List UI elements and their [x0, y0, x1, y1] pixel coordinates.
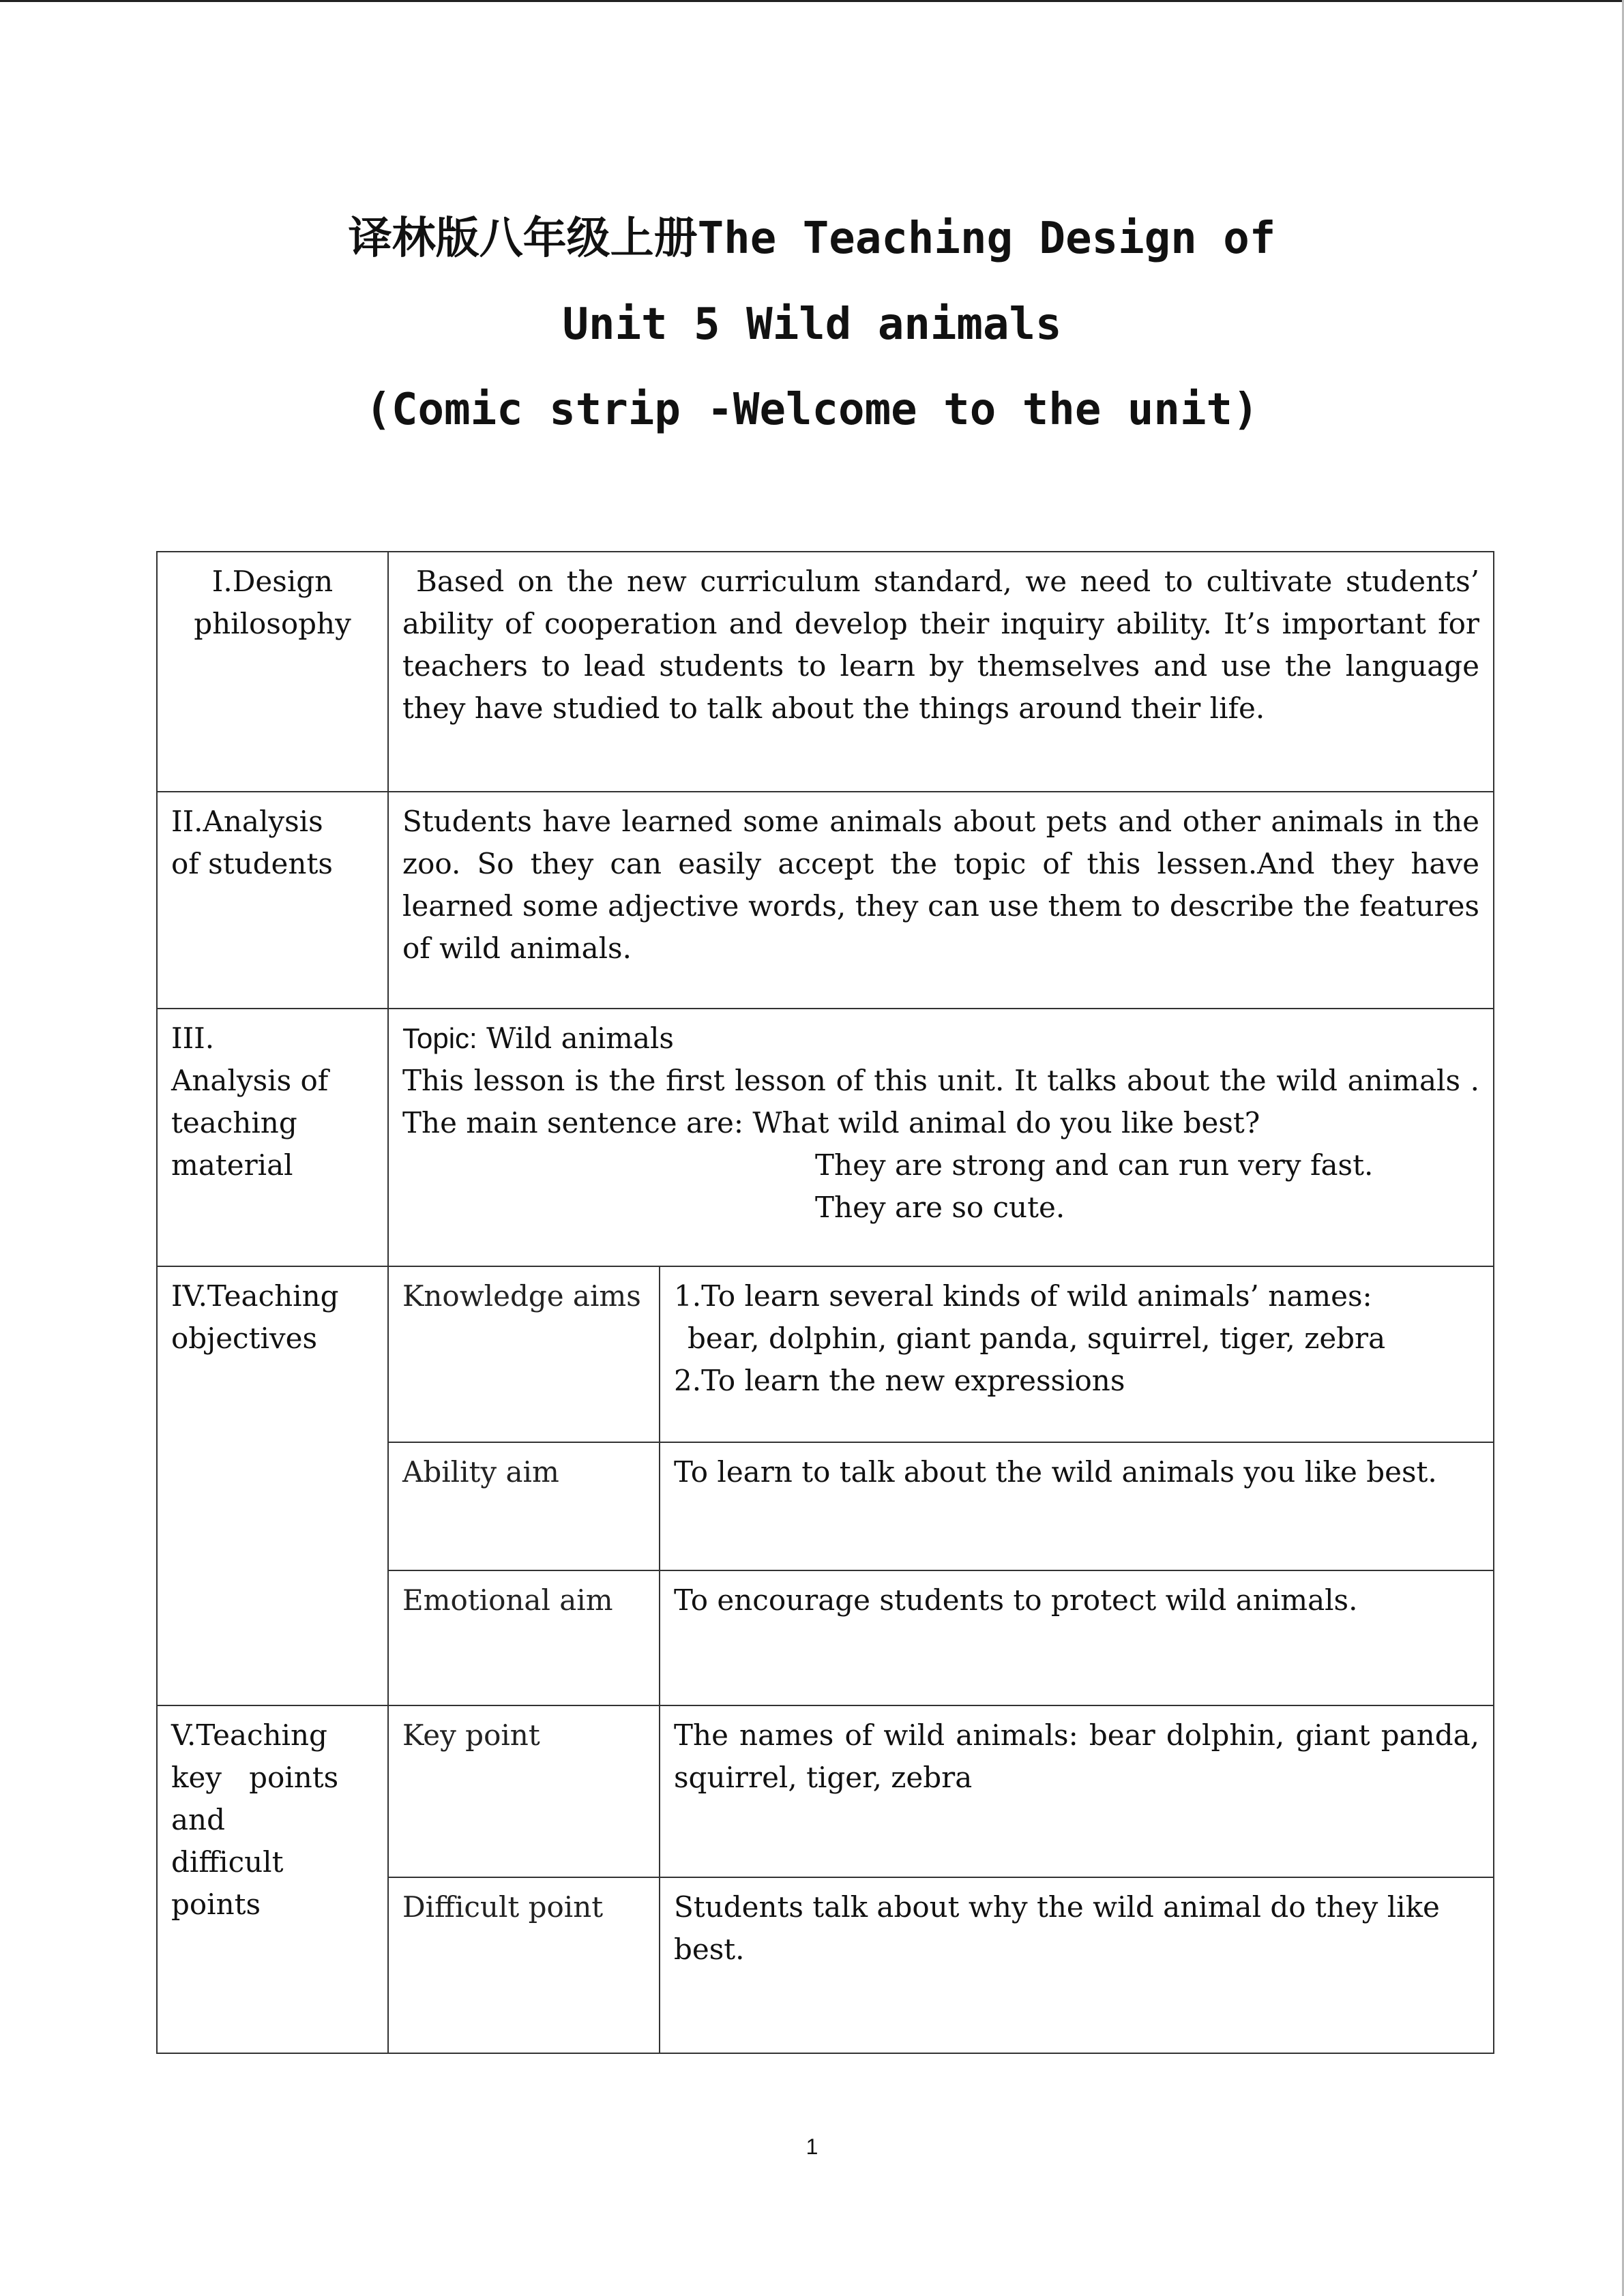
emotional-aim-label: Emotional aim — [388, 1570, 660, 1705]
key-points-label: V.Teaching key points and difficult points — [157, 1705, 388, 2053]
emotional-aim-text: To encourage students to protect wild animals. — [660, 1570, 1494, 1705]
teaching-design-table — [156, 551, 1494, 2054]
analysis-students-text: Students have learned some animals about pets and other animals in the zoo. So they can easily accept the topic of this lessen.And they have learned some adjective words, they can use them to describe the features of wild animals. — [388, 792, 1494, 1009]
teaching-objectives-label: IV.Teaching objectives — [157, 1266, 388, 1705]
key-point-text: The names of wild animals: bear dolphin, giant panda, squirrel, tiger, zebra — [660, 1705, 1494, 1877]
difficult-point-text: Students talk about why the wild animal do they like best. — [660, 1877, 1494, 2053]
topic-line — [402, 1017, 1479, 1060]
material-sentence-3: They are so cute. — [815, 1191, 1065, 1224]
difficult-point-label: Difficult point — [388, 1877, 660, 2053]
material-sentence-2: They are strong and can run very fast. — [815, 1148, 1374, 1182]
row-analysis-material — [157, 1009, 1494, 1266]
row-design-philosophy — [157, 552, 1494, 792]
topic-label: Topic: — [402, 1022, 477, 1054]
analysis-students-label: II.Analysis of students — [157, 792, 388, 1009]
design-philosophy-text: Based on the new curriculum standard, we need to cultivate students’ ability of cooperation and develop their inquiry ability. It’s important for teachers to lead students to learn by themselves and use the language they have studied to talk about the things around their life. — [388, 552, 1494, 792]
ability-aim-text: To learn to talk about the wild animals you like best. — [660, 1442, 1494, 1570]
title-line-2: Unit 5 Wild animals — [562, 299, 1062, 350]
row-knowledge-aims — [157, 1266, 1494, 1442]
row-analysis-students — [157, 792, 1494, 1009]
ability-aim-label: Ability aim — [388, 1442, 660, 1570]
analysis-material-label: III. Analysis of teaching material — [157, 1009, 388, 1266]
material-description: This lesson is the first lesson of this unit. It talks about the wild animals . The main sentence are: What wild animal do you like best? — [402, 1064, 1479, 1139]
knowledge-aims-label: Knowledge aims — [388, 1266, 660, 1442]
row-key-point — [157, 1705, 1494, 1877]
design-philosophy-label: I.Design philosophy — [157, 552, 388, 792]
topic-value: Wild animals — [477, 1022, 674, 1055]
key-point-label: Key point — [388, 1705, 660, 1877]
title-line-3: (Comic strip -Welcome to the unit) — [365, 385, 1259, 435]
title-line-1: 译林版八年级上册The Teaching Design of — [348, 213, 1276, 264]
analysis-material-content — [388, 1009, 1494, 1266]
page-number: 1 — [806, 2134, 818, 2159]
page-top-border — [0, 0, 1624, 2]
knowledge-aims-text: 1.To learn several kinds of wild animals’ names: bear, dolphin, giant panda, squirrel, tiger, zebra 2.To learn the new expressions — [660, 1266, 1494, 1442]
